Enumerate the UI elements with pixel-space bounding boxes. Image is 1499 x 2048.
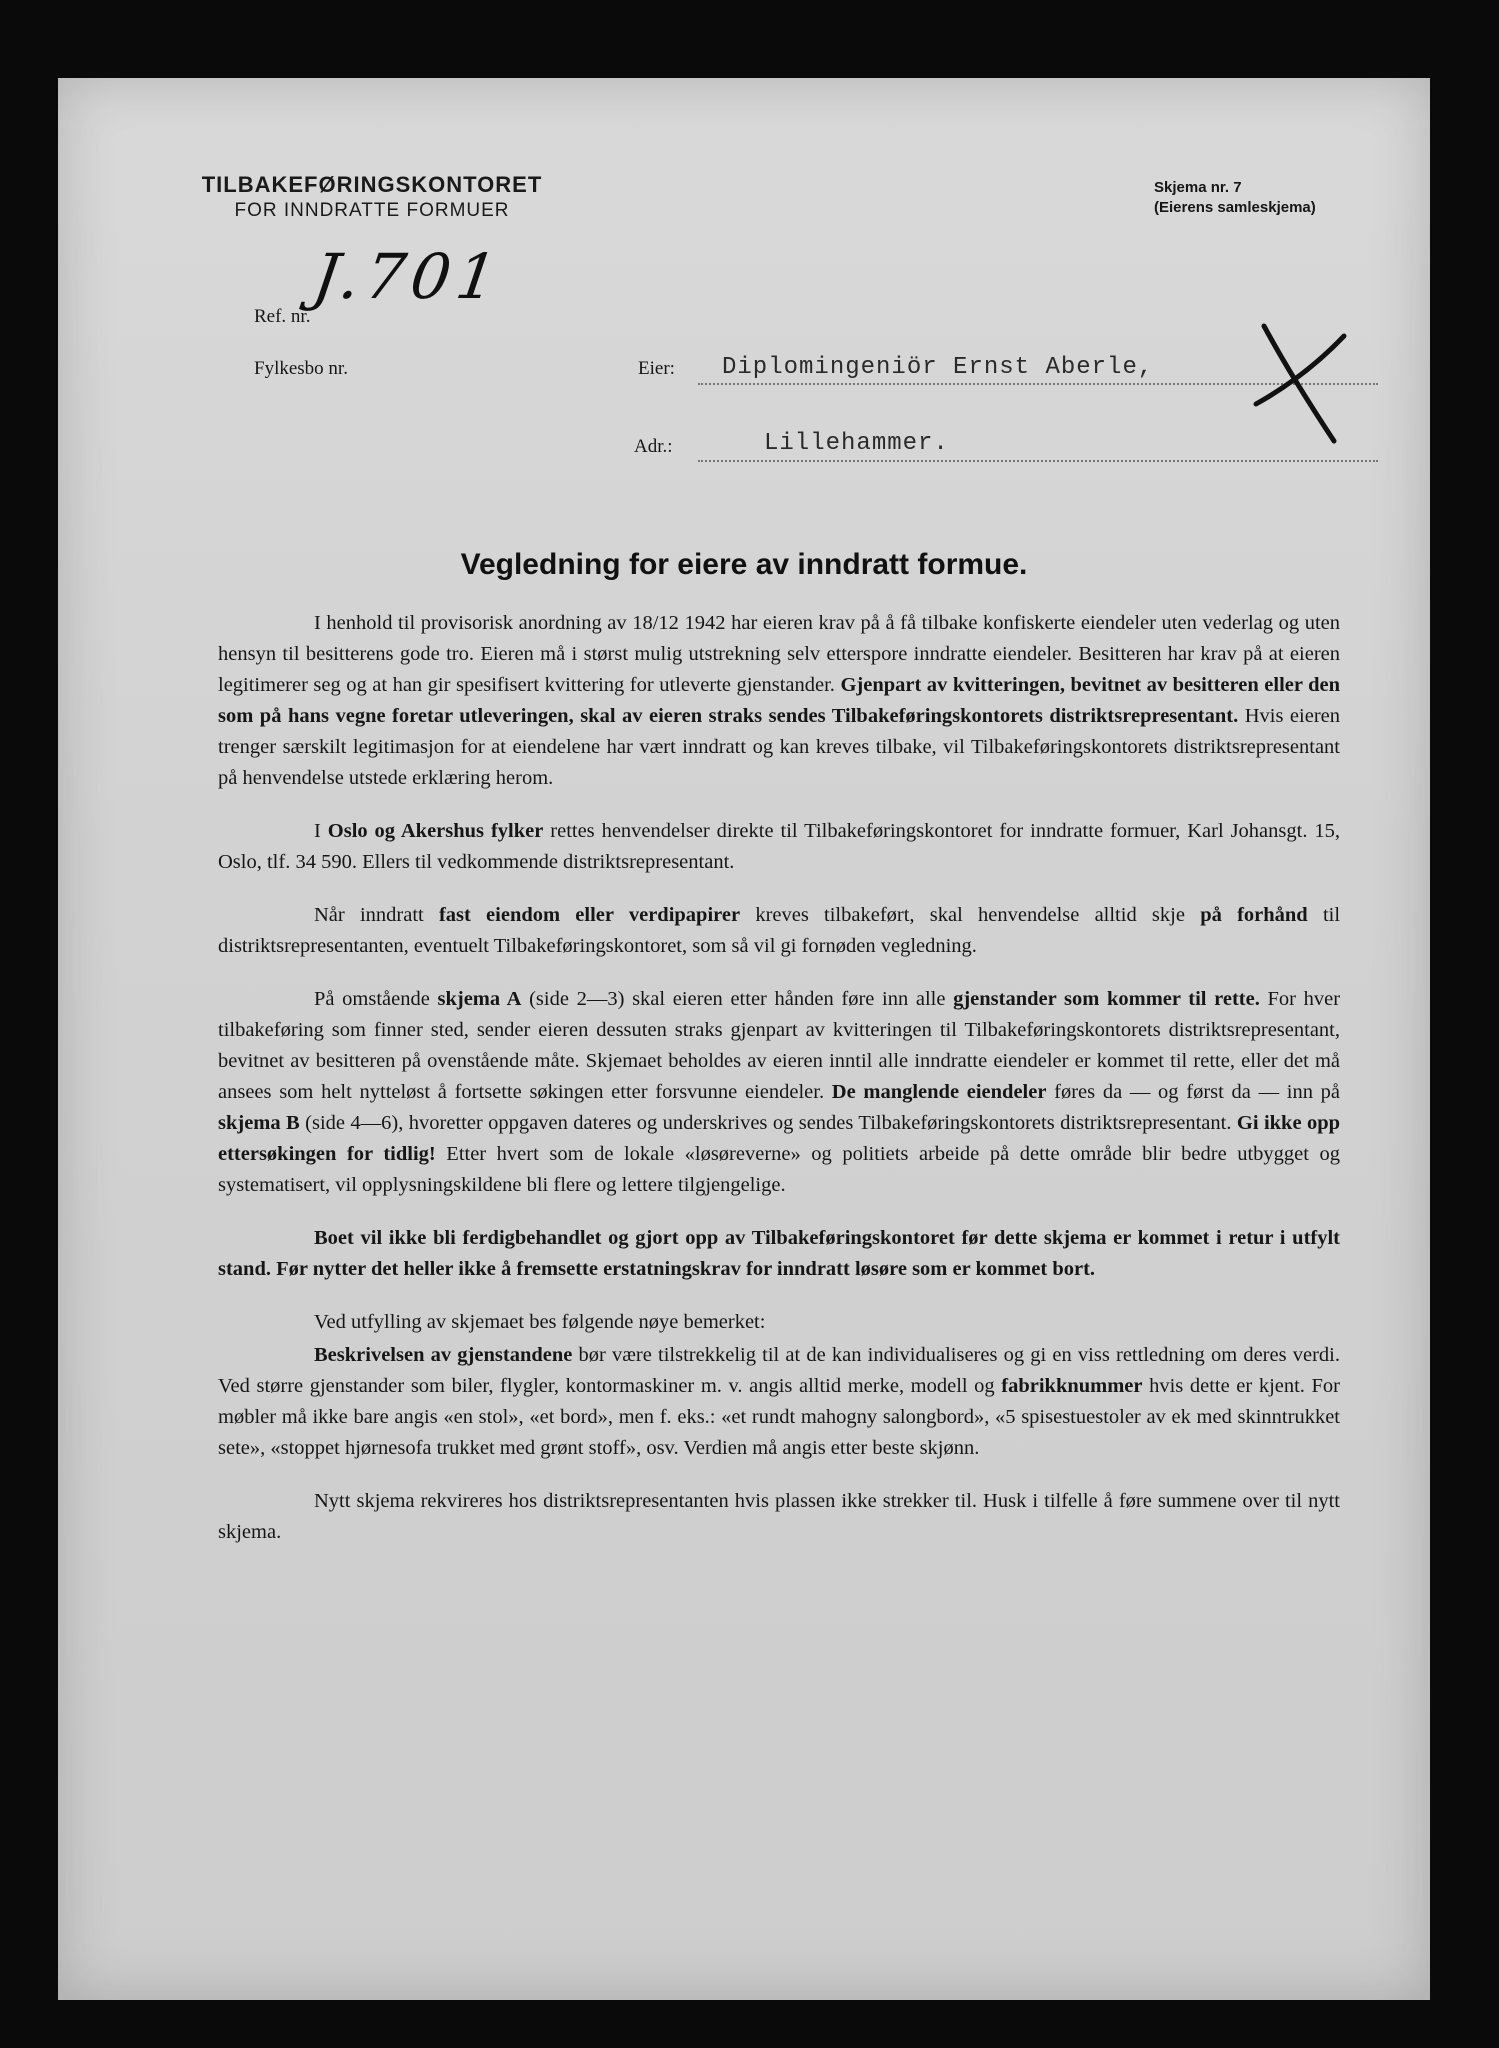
paragraph-8 xyxy=(218,1486,1340,1548)
paragraph-2 xyxy=(218,816,1340,878)
paragraph-7 xyxy=(218,1340,1340,1464)
p4-text-k: Etter hvert som de lokale «løsøreverne» og politiets arbeide på dette område blir bedre utbygget og systematisert, vil opplysningskildene bli flere og lettere tilgjengelige. xyxy=(218,1143,1341,1196)
p4-text-i: (side 4—6), hvoretter oppgaven dateres og underskrives og sendes Tilbakeføringskontorets distriktsrepresentant. xyxy=(305,1112,1232,1134)
eier-value: Diplomingeniör Ernst Aberle, xyxy=(722,354,1154,381)
paragraph-6 xyxy=(218,1307,1340,1338)
p2-text-c: rettes henvendelser direkte til Tilbakeføringskontoret for inndratte formuer, Karl Johansgt. 15, Oslo, tlf. 34 590. Ellers til vedkommende distriktsrepresentant. xyxy=(218,820,1341,873)
p2-bold: Oslo og Akershus fylker xyxy=(327,820,544,842)
p5-bold: Boet vil ikke bli ferdigbehandlet og gjort opp av Tilbakeføringskontoret før dette skjema er kommet i retur i utfylt stand. Før nytter det heller ikke å fremsette erstatningskrav for inndratt løsøre som er kommet bort. xyxy=(218,1227,1340,1280)
p4-bold-b: skjema A xyxy=(437,988,522,1010)
p8-text: Nytt skjema rekvireres hos distriktsrepresentanten hvis plassen ikke strekker til. Husk i tilfelle å føre summene over til nytt skjema. xyxy=(218,1490,1340,1543)
schema-type: (Eierens samleskjema) xyxy=(1154,199,1316,216)
paragraph-3 xyxy=(218,900,1340,962)
p7-bold-c: fabrikknummer xyxy=(1001,1375,1143,1397)
fylkesbo-label: Fylkesbo nr. xyxy=(254,358,348,379)
adr-label: Adr.: xyxy=(634,436,673,457)
schema-number: Skjema nr. 7 xyxy=(1154,179,1242,196)
p1-text-c: Hvis eieren trenger særskilt legitimasjon for at eiendelene har vært inndratt og kan kreves tilbake, vil Tilbakeføringskontorets distriktsrepresentant på henvendelse utstede erklæring herom. xyxy=(218,705,1340,789)
p3-bold-d: på forhånd xyxy=(1200,904,1308,926)
adr-line xyxy=(698,460,1378,462)
handwritten-x-mark-icon xyxy=(1236,306,1356,456)
p4-bold-f: De manglende eiendeler xyxy=(831,1081,1047,1103)
org-header xyxy=(172,172,572,222)
ref-number: J.701 xyxy=(308,240,508,313)
p7-bold-a: Beskrivelsen av gjenstandene xyxy=(314,1344,573,1366)
org-subtitle: FOR INNDRATTE FORMUER xyxy=(234,200,510,221)
p4-bold-h: skjema B xyxy=(218,1112,300,1134)
p3-text-e: til distriktsrepresentanten, eventuelt Tilbakeføringskontoret, som så vil gi fornøden vegledning. xyxy=(218,904,1341,957)
p2-text-a: I xyxy=(314,820,321,842)
p4-bold-j: Gi ikke opp ettersøkingen for tidlig! xyxy=(218,1112,1341,1165)
p7-text-d: hvis dette er kjent. For møbler må ikke bare angis «en stol», «et bord», men f. eks.: «et rundt mahogny salongbord», «5 spisestuestoler av ek med skinntrukket sete», «stoppet hjørnesofa trukket med grønt stoff», osv. Verdien må angis etter beste skjønn. xyxy=(218,1375,1341,1459)
p4-text-c: (side 2—3) skal eieren etter hånden føre inn alle xyxy=(529,988,946,1010)
p3-bold-b: fast eiendom eller verdipapirer xyxy=(438,904,741,926)
p4-text-e: For hver tilbakeføring som finner sted, sender eieren dessuten straks gjenpart av kvitteringen til Tilbakeføringskontorets distriktsrepresentant, bevitnet av besitteren på ovenstående måte. Skjemaet beholdes av eieren inntil alle inndratte eiendeler er kommet til rette, eller det må ansees som helt nytteløst å fortsette søkingen etter forsvunne eiendeler. xyxy=(218,988,1341,1103)
paragraph-1 xyxy=(218,608,1340,794)
paragraph-4 xyxy=(218,984,1340,1201)
p1-text-a: I henhold til provisorisk anordning av 18/12 1942 har eieren krav på å få tilbake konfiskerte eiendeler uten vederlag og uten hensyn til besitterens gode tro. Eieren må i størst mulig utstrekning selv etterspore inndratte eiendeler. Besitteren har krav på at eieren legitimerer seg og at han gir spesifisert kvittering for utleverte gjenstander. xyxy=(218,612,1340,696)
schema-label xyxy=(1154,178,1316,218)
document-body xyxy=(218,608,1340,1570)
paragraph-5 xyxy=(218,1223,1340,1285)
adr-value: Lillehammer. xyxy=(764,430,949,457)
eier-label: Eier: xyxy=(638,358,675,379)
ref-label: Ref. nr. xyxy=(254,306,311,327)
org-name: TILBAKEFØRINGSKONTORET xyxy=(201,172,543,197)
document-page xyxy=(58,78,1430,2000)
p3-text-c: kreves tilbakeført, skal henvendelse alltid skje xyxy=(755,904,1185,926)
p7-text-b: bør være tilstrekkelig til at de kan individualiseres og gi en viss rettledning om deres verdi. Ved større gjenstander som biler, flygler, kontormaskiner m. v. angis alltid merke, modell og xyxy=(218,1344,1341,1397)
p4-text-g: føres da — og først da — inn på xyxy=(1054,1081,1340,1103)
p3-text-a: Når inndratt xyxy=(314,904,424,926)
p4-text-a: På omstående xyxy=(314,988,430,1010)
p1-bold: Gjenpart av kvitteringen, bevitnet av besitteren eller den som på hans vegne foretar utleveringen, skal av eieren straks sendes Tilbakeføringskontorets distriktsrepresentant. xyxy=(218,674,1340,727)
p6-text: Ved utfylling av skjemaet bes følgende nøye bemerket: xyxy=(314,1311,766,1333)
p4-bold-d: gjenstander som kommer til rette. xyxy=(953,988,1260,1010)
document-heading: Vegledning for eiere av inndratt formue. xyxy=(460,548,1028,581)
